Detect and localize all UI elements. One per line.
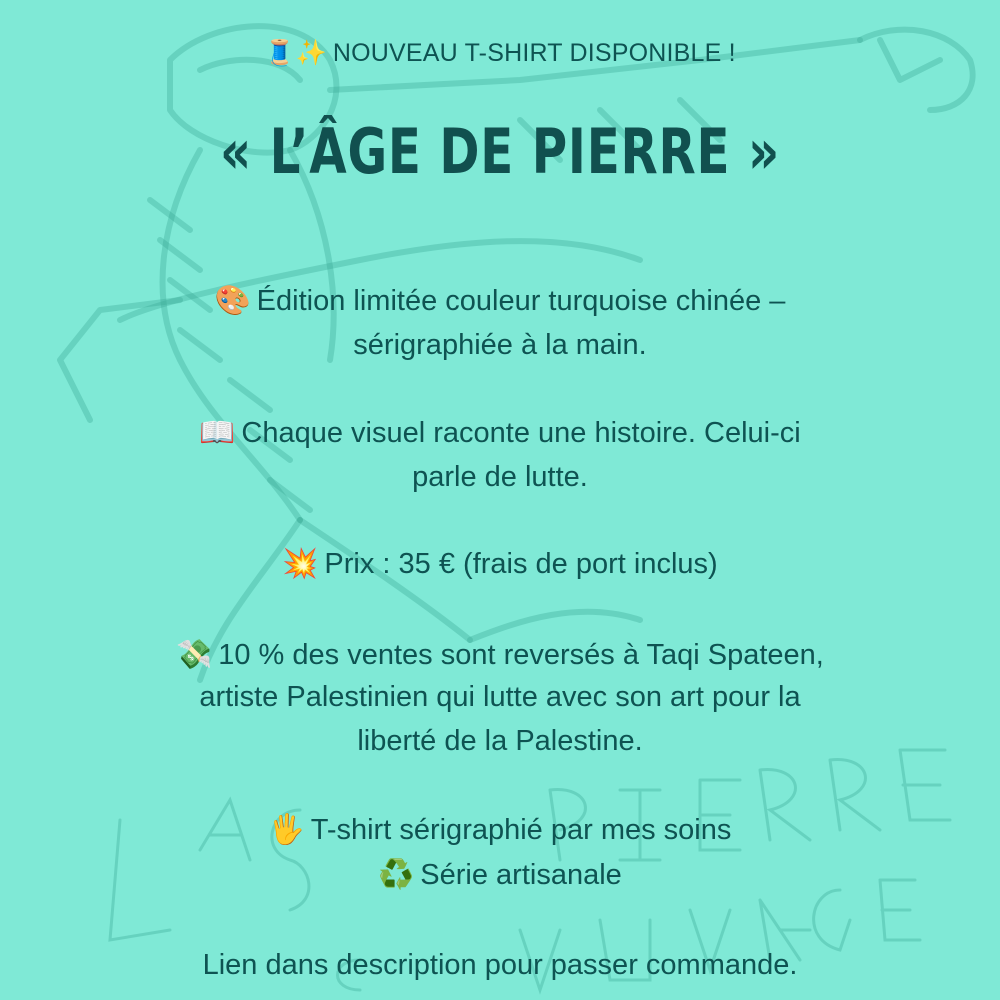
donation-line-3: liberté de la Palestine. [357, 725, 643, 757]
palette-icon: 🎨 [214, 283, 251, 317]
edition-line-1: 🎨 Édition limitée couleur turquoise chinée – [214, 283, 786, 317]
donation-line-1: 💸 10 % des ventes sont reversés à Taqi Spateen, [176, 637, 824, 671]
product-title: « L’ÂGE DE PIERRE » [219, 115, 781, 188]
announcement-header [0, 36, 1000, 70]
header-text: NOUVEAU T-SHIRT DISPONIBLE ! [332, 39, 736, 67]
handmade-line: 🖐 T-shirt sérigraphié par mes soins [268, 812, 732, 846]
thread-sparkles-icon: 🧵✨ [264, 38, 327, 67]
story-line-2: parle de lutte. [412, 461, 588, 493]
book-icon: 📖 [199, 415, 236, 449]
order-call-to-action: Lien dans description pour passer commande. [202, 949, 798, 981]
recycle-icon: ♻️ [378, 857, 415, 891]
donation-line-2: artiste Palestinien qui lutte avec son art pour la [199, 681, 801, 713]
story-line-1: 📖 Chaque visuel raconte une histoire. Celui-ci [199, 415, 801, 449]
money-wings-icon: 💸 [176, 637, 213, 671]
edition-line-2: sérigraphiée à la main. [353, 329, 647, 361]
series-line: ♻️ Série artisanale [378, 857, 622, 891]
collision-icon: 💥 [282, 546, 319, 580]
raised-hand-icon: 🖐 [268, 812, 305, 846]
price-line: 💥 Prix : 35 € (frais de port inclus) [282, 546, 718, 580]
